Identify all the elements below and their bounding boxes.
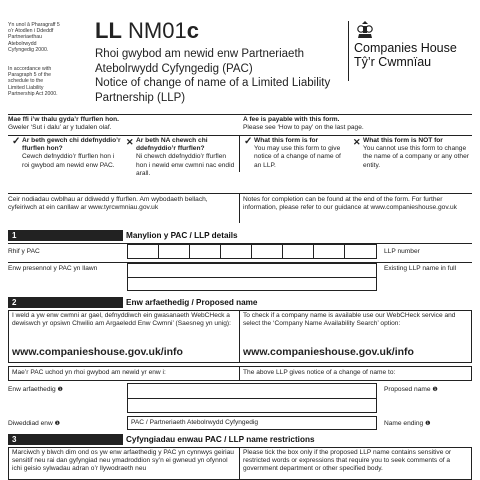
column-divider xyxy=(239,366,240,381)
llp-number-field[interactable] xyxy=(127,244,377,259)
proposed-name-line-divider xyxy=(127,398,377,399)
restrictions-english: Please tick the box only if the proposed LLP name contains sensitive or restricted words or expressions that require you to seek comments of a government department or other specified body. xyxy=(243,449,452,473)
fee-english-heading: A fee is payable with this form. xyxy=(243,116,340,123)
form-code xyxy=(95,18,199,44)
notes-english: Notes for completion can be found at the end of the form. For further information, please refer to our guidance at www.companieshouse.gov.uk xyxy=(243,196,457,212)
logo-text-english: Companies House xyxy=(354,41,457,55)
llp-number-cell-divider xyxy=(158,244,159,259)
llp-number-label-welsh: Rhif y PAC xyxy=(8,248,40,255)
webcheck-url-welsh[interactable]: www.companieshouse.gov.uk/info xyxy=(12,346,183,358)
llp-number-cell-divider xyxy=(220,244,221,259)
column-divider xyxy=(239,135,240,172)
fee-welsh-note: Gweler ‘Sut i dalu’ ar y tudalen olaf. xyxy=(8,124,112,131)
llp-number-label-english: LLP number xyxy=(384,248,420,255)
tick-icon: ✓ xyxy=(12,136,21,147)
logo-text-welsh: Tŷ’r Cwmnïau xyxy=(354,55,432,69)
webcheck-url-english[interactable]: www.companieshouse.gov.uk/info xyxy=(243,346,414,358)
note-icon: ❶ xyxy=(432,387,438,393)
proposed-name-label-welsh xyxy=(8,386,63,394)
section-3-number: 3 xyxy=(8,434,123,445)
welsh-can-use-title: Ar beth gewch chi ddefnyddio’r ffurflen hon? xyxy=(22,137,121,153)
name-ending-label-welsh xyxy=(8,420,60,428)
cross-icon: ✕ xyxy=(126,137,134,147)
notice-english: The above LLP gives notice of a change of name to: xyxy=(243,369,396,376)
title-english-line-2: Partnership (LLP) xyxy=(95,91,186,104)
section-2-number: 2 xyxy=(8,297,123,308)
crest-icon xyxy=(354,20,376,40)
form-code-main: NM01 xyxy=(121,18,187,43)
name-ending-options: PAC / Partneriaeth Atebolrwydd Cyfyngedig xyxy=(131,419,259,426)
name-ending-label-english xyxy=(384,420,430,428)
llp-number-cell-divider xyxy=(282,244,283,259)
english-can-use-body: You may use this form to give notice of a change of name of an LLP. xyxy=(254,145,341,169)
english-can-use xyxy=(254,137,349,170)
llp-number-cell-divider xyxy=(344,244,345,259)
section-3-header xyxy=(8,434,472,445)
note-icon: ❶ xyxy=(54,421,60,427)
section-3-title: Cyfyngiadau enwau PAC / LLP name restrictions xyxy=(126,435,315,444)
welsh-cannot-use xyxy=(136,137,236,178)
webcheck-english: To check if a company name is available use our WebCHeck service and select the ‘Company Name Availability Search’ option: xyxy=(243,312,456,328)
llp-number-cell-divider xyxy=(251,244,252,259)
proposed-name-label-english-text: Proposed name xyxy=(384,386,431,393)
llp-number-cell-divider xyxy=(313,244,314,259)
llp-number-cell-divider xyxy=(189,244,190,259)
english-can-use-title: What this form is for xyxy=(254,137,319,144)
form-title xyxy=(95,47,330,105)
welsh-can-use xyxy=(22,137,122,170)
section-2-header xyxy=(8,297,472,308)
section-1-number: 1 xyxy=(8,230,123,241)
title-welsh-line-1: Rhoi gwybod am newid enw Partneriaeth xyxy=(95,48,305,60)
fee-welsh-heading: Mae ffi i’w thalu gyda’r ffurflen hon. xyxy=(8,116,119,123)
section-2-title: Enw arfaethedig / Proposed name xyxy=(126,298,258,307)
column-divider xyxy=(239,193,240,223)
section-1-title: Manylion y PAC / LLP details xyxy=(126,231,238,240)
cross-icon: ✕ xyxy=(353,137,361,147)
column-divider xyxy=(239,310,240,363)
legal-basis-welsh: Yn unol â Pharagraff 5 o’r Atodlen i Ddeddf Partneriaethau Atebolrwydd Cyfyngedig 2000. xyxy=(8,22,60,53)
existing-name-label-welsh: Enw presennol y PAC yn llawn xyxy=(8,265,98,272)
form-code-prefix: LL xyxy=(95,18,122,43)
english-cannot-use-title: What this form is NOT for xyxy=(363,137,443,144)
proposed-name-label-english xyxy=(384,386,438,394)
webcheck-welsh: I weld a yw enw cwmni ar gael, defnyddiwch ein gwasanaeth WebCHeck a dewiswch yr opsiwn Chwilio am Argaeledd Enw Cwmni’ (Saesneg yn unig): xyxy=(12,312,231,328)
name-ending-label-english-text: Name ending xyxy=(384,420,424,427)
column-divider xyxy=(239,447,240,480)
english-cannot-use-body: You cannot use this form to change the name of a company or any other entity. xyxy=(363,145,469,169)
logo-divider xyxy=(348,21,349,81)
welsh-cannot-use-title: Ar beth NA chewch chi ddefnyddio’r ffurflen? xyxy=(136,137,208,153)
restrictions-welsh: Marciwch y blwch dim ond os yw enw arfaethedig y PAC yn cynnwys geiriau sensitif neu rai dan gyfyngiad neu ymadroddion sy’n ei gwneud yn ofynnol ichi geisio sylwadau adran o’r llywodraeth neu xyxy=(12,449,234,473)
title-english-line-1: Notice of change of name of a Limited Liability xyxy=(95,77,331,89)
title-welsh-line-2: Atebolrwydd Cyfyngedig (PAC) xyxy=(95,62,253,75)
tick-icon: ✓ xyxy=(244,136,253,147)
name-ending-label-welsh-text: Diweddiad enw xyxy=(8,420,53,427)
rule xyxy=(8,114,472,115)
section-1-header xyxy=(8,230,472,241)
note-icon: ❶ xyxy=(57,387,63,393)
proposed-name-label-welsh-text: Enw arfaethedig xyxy=(8,386,56,393)
notice-welsh: Mae’r PAC uchod yn rhoi gwybod am newid yr enw i: xyxy=(12,369,166,376)
form-code-suffix: c xyxy=(186,18,199,43)
existing-name-line-divider xyxy=(127,277,377,278)
existing-name-label-english: Existing LLP name in full xyxy=(384,265,457,272)
welsh-can-use-body: Cewch defnyddio’r ffurflen hon i roi gwybod am newid enw PAC. xyxy=(22,153,115,169)
welsh-cannot-use-body: Ni chewch ddefnyddio’r ffurflen hon i newid enw cwmni nac endid arall. xyxy=(136,153,235,177)
rule xyxy=(8,193,472,194)
fee-english-note: Please see ‘How to pay’ on the last page. xyxy=(243,124,364,131)
legal-basis-english: In accordance with Paragraph 5 of the schedule to the Limited Liability Partnership Act 2000. xyxy=(8,66,58,97)
note-icon: ❶ xyxy=(425,421,431,427)
notes-welsh: Ceir nodiadau cwblhau ar ddiwedd y ffurflen. Am wybodaeth bellach, cyfeiriwch at ein canllaw ar www.tyrcwmniau.gov.uk xyxy=(8,196,208,212)
rule xyxy=(8,135,472,136)
english-cannot-use xyxy=(363,137,471,170)
